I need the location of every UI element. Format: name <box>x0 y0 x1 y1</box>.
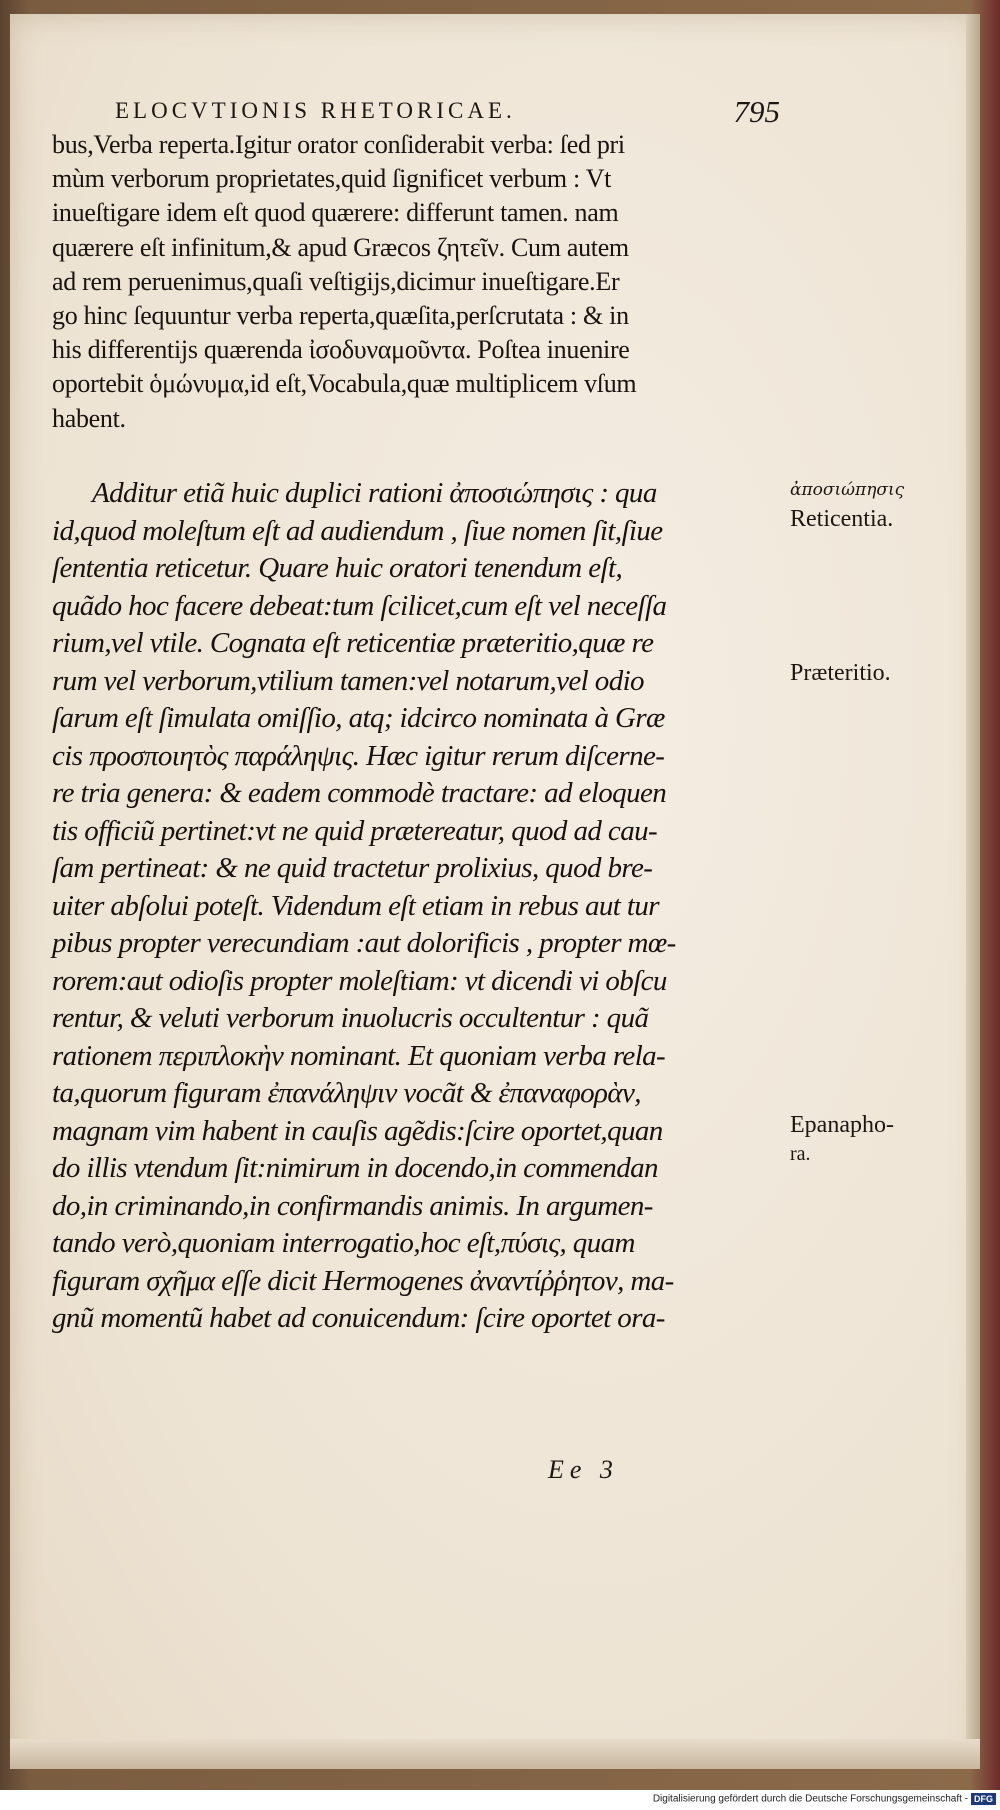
text-line: rium,vel vtile. Cognata eſt reticentiæ præteritio,quæ re <box>52 627 654 659</box>
text-line: uiter abſolui poteſt. Videndum eſt etiam in rebus aut tur <box>52 889 659 922</box>
text-line: go hinc ſequuntur verba reperta,quæſita,perſcrutata : & in <box>52 301 629 331</box>
page-bottom-edge <box>10 1739 980 1769</box>
text-line: figuram σχῆμα eſſe dicit Hermogenes ἀναντίῤῥητον, ma- <box>52 1264 674 1297</box>
text-line: rationem περιπλοκὴν nominant. Et quoniam verba rela- <box>52 1039 666 1072</box>
text-line: inueſtigare idem eſt quod quærere: differunt tamen. nam <box>52 198 619 228</box>
margin-note-epanaphora-2: ra. <box>790 1143 811 1165</box>
text-line: his differentijs quærenda ἰσοδυναμοῦντα. Poſtea inuenire <box>52 335 630 365</box>
page-number: 795 <box>733 94 780 129</box>
margin-note-epanaphora-1: Epanapho- <box>790 1112 894 1138</box>
footer-credit-text: Digitalisierung gefördert durch die Deutsche Forschungsgemeinschaft - <box>652 1793 968 1805</box>
text-line: mùm verborum proprietates,quid ſignificet verbum : Vt <box>52 164 612 194</box>
text-line: ſarum eſt ſimulata omiſſio, atq; idcirco nominata à Græ <box>52 702 665 734</box>
text-line: cis προσποιητὸς παράληψις. Hæc igitur rerum diſcerne- <box>52 739 665 772</box>
text-line: ſententia reticetur. Quare huic oratori tenendum eſt, <box>52 552 623 584</box>
text-line: tando verò,quoniam interrogatio,hoc eſt,πύσις, quam <box>52 1227 635 1259</box>
text-line: habent. <box>52 403 126 433</box>
text-line: ſam pertineat: & ne quid tractetur prolixius, quod bre- <box>52 852 653 884</box>
text-line: ta,quorum figuram ἐπανάληψιν vocãt & ἐπαναφορὰν, <box>52 1077 641 1109</box>
text-line: do illis vtendum ſit:nimirum in docendo,in commendan <box>52 1152 658 1184</box>
text-line: gnũ momentũ habet ad conuicendum: ſcire oportet ora- <box>52 1302 665 1334</box>
text-line: Additur etiã huic duplici rationi ἀποσιώπησις : qua <box>92 477 657 509</box>
running-head-title: ELOCVTIONIS RHETORICAE. <box>115 98 516 123</box>
text-line: magnam vim habent in cauſis agẽdis:ſcire oportet,quan <box>52 1114 663 1147</box>
margin-note-praeteritio: Præteritio. <box>790 660 891 686</box>
margin-note-reticentia: Reticentia. <box>790 506 894 532</box>
text-line: re tria genera: & eadem commodè tractare: ad eloquen <box>52 777 667 809</box>
footer-credit <box>653 1793 996 1805</box>
signature-mark: Ee 3 <box>548 1455 619 1484</box>
text-line: quærere eſt infinitum,& apud Græcos ζητεῖν. Cum autem <box>52 232 629 262</box>
text-line: rum vel verborum,vtilium tamen:vel notarum,vel odio <box>52 664 644 697</box>
text-line: id,quod moleſtum eſt ad audiendum , ſiue nomen ſit,ſiue <box>52 514 663 547</box>
text-line: rorem:aut odioſis propter moleſtiam: vt dicendi vi obſcu <box>52 964 667 997</box>
text-line: do,in criminando,in confirmandis animis. In argumen- <box>52 1189 653 1222</box>
text-line: tis officiũ pertinet:vt ne quid prætereatur, quod ad cau- <box>52 814 658 847</box>
roman-paragraph <box>52 128 792 436</box>
text-line: bus,Verba reperta.Igitur orator conſiderabit verba: ſed pri <box>52 130 625 159</box>
page-edge <box>966 14 980 1769</box>
text-line: quãdo hoc facere debeat:tum ſcilicet,cum eſt vel neceſſa <box>52 589 667 622</box>
dfg-logo-icon: DFG <box>971 1793 996 1805</box>
margin-note-aposiopesis: ἀποσιώπησις <box>790 480 905 500</box>
text-line: rentur, & veluti verborum inuolucris occultentur : quã <box>52 1002 649 1034</box>
running-head <box>115 94 800 129</box>
text-line: ad rem peruenimus,quaſi veſtigijs,dicimur inueſtigare.Er <box>52 266 620 296</box>
text-line: oportebit ὁμώνυμα,id eſt,Vocabula,quæ multiplicem vſum <box>52 369 637 399</box>
italic-paragraph <box>52 475 792 1338</box>
text-line: pibus propter verecundiam :aut dolorificis , propter mœ- <box>52 927 676 959</box>
